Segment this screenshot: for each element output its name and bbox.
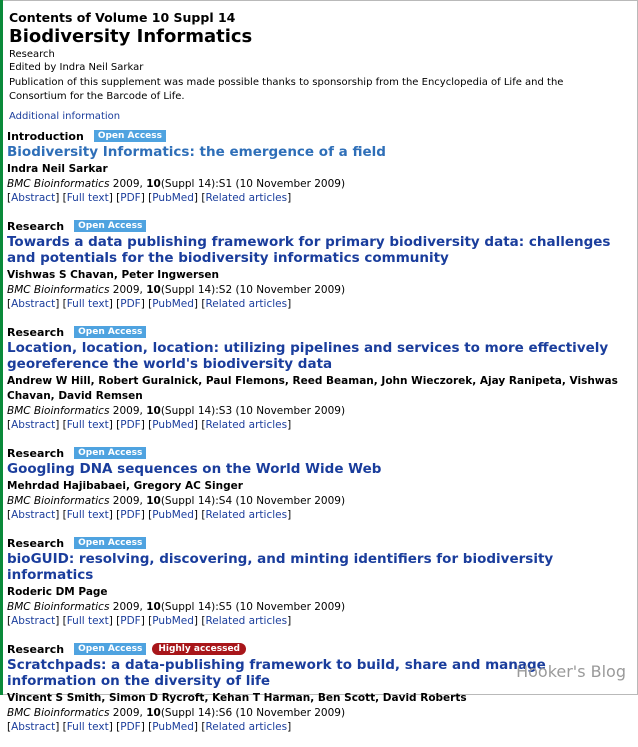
left-accent-bar [0, 0, 3, 695]
article-item [7, 128, 632, 205]
article-citation [7, 283, 632, 297]
article-citation [7, 600, 632, 614]
citation-details: (Suppl 14):S5 (10 November 2009) [160, 601, 346, 613]
citation-volume: 10 [146, 495, 161, 507]
citation-volume: 10 [146, 707, 161, 719]
abstract-link[interactable]: Abstract [11, 721, 56, 733]
full-text-link[interactable]: Full text [66, 419, 109, 431]
full-text-link[interactable]: Full text [66, 721, 109, 733]
related-articles-link[interactable]: Related articles [205, 419, 288, 431]
journal-name: BMC Bioinformatics [7, 178, 110, 190]
article-title-link[interactable]: Location, location, location: utilizing pipelines and services to more effectively georeference the world's biodiversity data [7, 340, 609, 372]
article-links: [Abstract] [Full text] [PDF] [PubMed] [Related articles] [7, 509, 292, 521]
article-item [7, 445, 632, 522]
full-text-link[interactable]: Full text [66, 509, 109, 521]
full-text-link[interactable]: Full text [66, 298, 109, 310]
citation-year: 2009, [112, 495, 147, 507]
pdf-link[interactable]: PDF [120, 192, 141, 204]
journal-name: BMC Bioinformatics [7, 601, 110, 613]
article-title-link[interactable]: Googling DNA sequences on the World Wide Web [7, 461, 382, 477]
citation-details: (Suppl 14):S3 (10 November 2009) [160, 405, 346, 417]
article-citation [7, 177, 632, 191]
article-citation [7, 706, 632, 720]
article-authors: Roderic DM Page [7, 586, 108, 598]
journal-name: BMC Bioinformatics [7, 707, 110, 719]
supplement-header [9, 11, 629, 124]
pubmed-link[interactable]: PubMed [152, 192, 194, 204]
citation-volume: 10 [146, 601, 161, 613]
open-access-badge: Open Access [74, 220, 146, 232]
article-type: Research [7, 536, 65, 550]
citation-details: (Suppl 14):S2 (10 November 2009) [160, 284, 346, 296]
full-text-link[interactable]: Full text [66, 615, 109, 627]
article-item [7, 535, 632, 628]
pdf-link[interactable]: PDF [120, 509, 141, 521]
abstract-link[interactable]: Abstract [11, 419, 56, 431]
pubmed-link[interactable]: PubMed [152, 721, 194, 733]
volume-title: Contents of Volume 10 Suppl 14 [9, 10, 236, 25]
related-articles-link[interactable]: Related articles [205, 721, 288, 733]
open-access-badge: Open Access [74, 447, 146, 459]
article-authors: Indra Neil Sarkar [7, 163, 108, 175]
citation-year: 2009, [112, 601, 147, 613]
related-articles-link[interactable]: Related articles [205, 509, 288, 521]
citation-volume: 10 [146, 405, 161, 417]
citation-details: (Suppl 14):S4 (10 November 2009) [160, 495, 346, 507]
sponsor-note: Publication of this supplement was made possible thanks to sponsorship from the Encyclopedia of Life and the Consortium for the Barcode of Life. [9, 77, 564, 102]
journal-name: BMC Bioinformatics [7, 284, 110, 296]
article-type: Introduction [7, 129, 84, 143]
citation-year: 2009, [112, 178, 147, 190]
article-item [7, 324, 632, 432]
citation-volume: 10 [146, 284, 161, 296]
article-type: Research [7, 446, 65, 460]
highly-accessed-badge: Highly accessed [152, 643, 246, 655]
article-list [7, 128, 632, 747]
article-authors: Vincent S Smith, Simon D Rycroft, Kehan T Harman, Ben Scott, David Roberts [7, 692, 467, 704]
citation-details: (Suppl 14):S6 (10 November 2009) [160, 707, 346, 719]
abstract-link[interactable]: Abstract [11, 509, 56, 521]
pubmed-link[interactable]: PubMed [152, 509, 194, 521]
related-articles-link[interactable]: Related articles [205, 192, 288, 204]
article-title-link[interactable]: Towards a data publishing framework for primary biodiversity data: challenges and potentials for the biodiversity informatics community [7, 234, 611, 266]
article-title-link[interactable]: bioGUID: resolving, discovering, and minting identifiers for biodiversity informatics [7, 551, 554, 583]
article-type: Research [7, 219, 65, 233]
pubmed-link[interactable]: PubMed [152, 615, 194, 627]
article-title-link[interactable]: Scratchpads: a data-publishing framework to build, share and manage information on the diversity of life [7, 657, 546, 689]
article-links: [Abstract] [Full text] [PDF] [PubMed] [Related articles] [7, 615, 292, 627]
article-authors: Andrew W Hill, Robert Guralnick, Paul Flemons, Reed Beaman, John Wieczorek, Ajay Ranipeta, Vishwas Chavan, David Remsen [7, 375, 618, 402]
pubmed-link[interactable]: PubMed [152, 419, 194, 431]
article-item [7, 641, 632, 734]
abstract-link[interactable]: Abstract [11, 615, 56, 627]
article-type: Research [7, 642, 65, 656]
article-authors: Vishwas S Chavan, Peter Ingwersen [7, 269, 220, 281]
additional-information-link[interactable]: Additional information [9, 111, 121, 122]
blog-watermark: Hooker's Blog [516, 662, 626, 681]
pubmed-link[interactable]: PubMed [152, 298, 194, 310]
article-authors: Mehrdad Hajibabaei, Gregory AC Singer [7, 480, 243, 492]
citation-volume: 10 [146, 178, 161, 190]
open-access-badge: Open Access [74, 326, 146, 338]
abstract-link[interactable]: Abstract [11, 298, 56, 310]
citation-year: 2009, [112, 284, 147, 296]
citation-details: (Suppl 14):S1 (10 November 2009) [160, 178, 346, 190]
supplement-title: Biodiversity Informatics [9, 26, 253, 47]
article-item [7, 218, 632, 311]
pdf-link[interactable]: PDF [120, 298, 141, 310]
related-articles-link[interactable]: Related articles [205, 298, 288, 310]
article-type: Research [7, 325, 65, 339]
related-articles-link[interactable]: Related articles [205, 615, 288, 627]
article-links: [Abstract] [Full text] [PDF] [PubMed] [Related articles] [7, 721, 292, 733]
journal-name: BMC Bioinformatics [7, 495, 110, 507]
abstract-link[interactable]: Abstract [11, 192, 56, 204]
article-citation [7, 404, 632, 418]
pdf-link[interactable]: PDF [120, 721, 141, 733]
full-text-link[interactable]: Full text [66, 192, 109, 204]
pdf-link[interactable]: PDF [120, 419, 141, 431]
article-links: [Abstract] [Full text] [PDF] [PubMed] [Related articles] [7, 419, 292, 431]
article-links: [Abstract] [Full text] [PDF] [PubMed] [Related articles] [7, 192, 292, 204]
article-links: [Abstract] [Full text] [PDF] [PubMed] [Related articles] [7, 298, 292, 310]
journal-name: BMC Bioinformatics [7, 405, 110, 417]
citation-year: 2009, [112, 707, 147, 719]
citation-year: 2009, [112, 405, 147, 417]
supplement-type: Research [9, 49, 55, 60]
article-title-link[interactable]: Biodiversity Informatics: the emergence of a field [7, 144, 386, 160]
open-access-badge: Open Access [74, 643, 146, 655]
open-access-badge: Open Access [94, 130, 166, 142]
pdf-link[interactable]: PDF [120, 615, 141, 627]
open-access-badge: Open Access [74, 537, 146, 549]
editor-line: Edited by Indra Neil Sarkar [9, 62, 144, 73]
article-citation [7, 494, 632, 508]
